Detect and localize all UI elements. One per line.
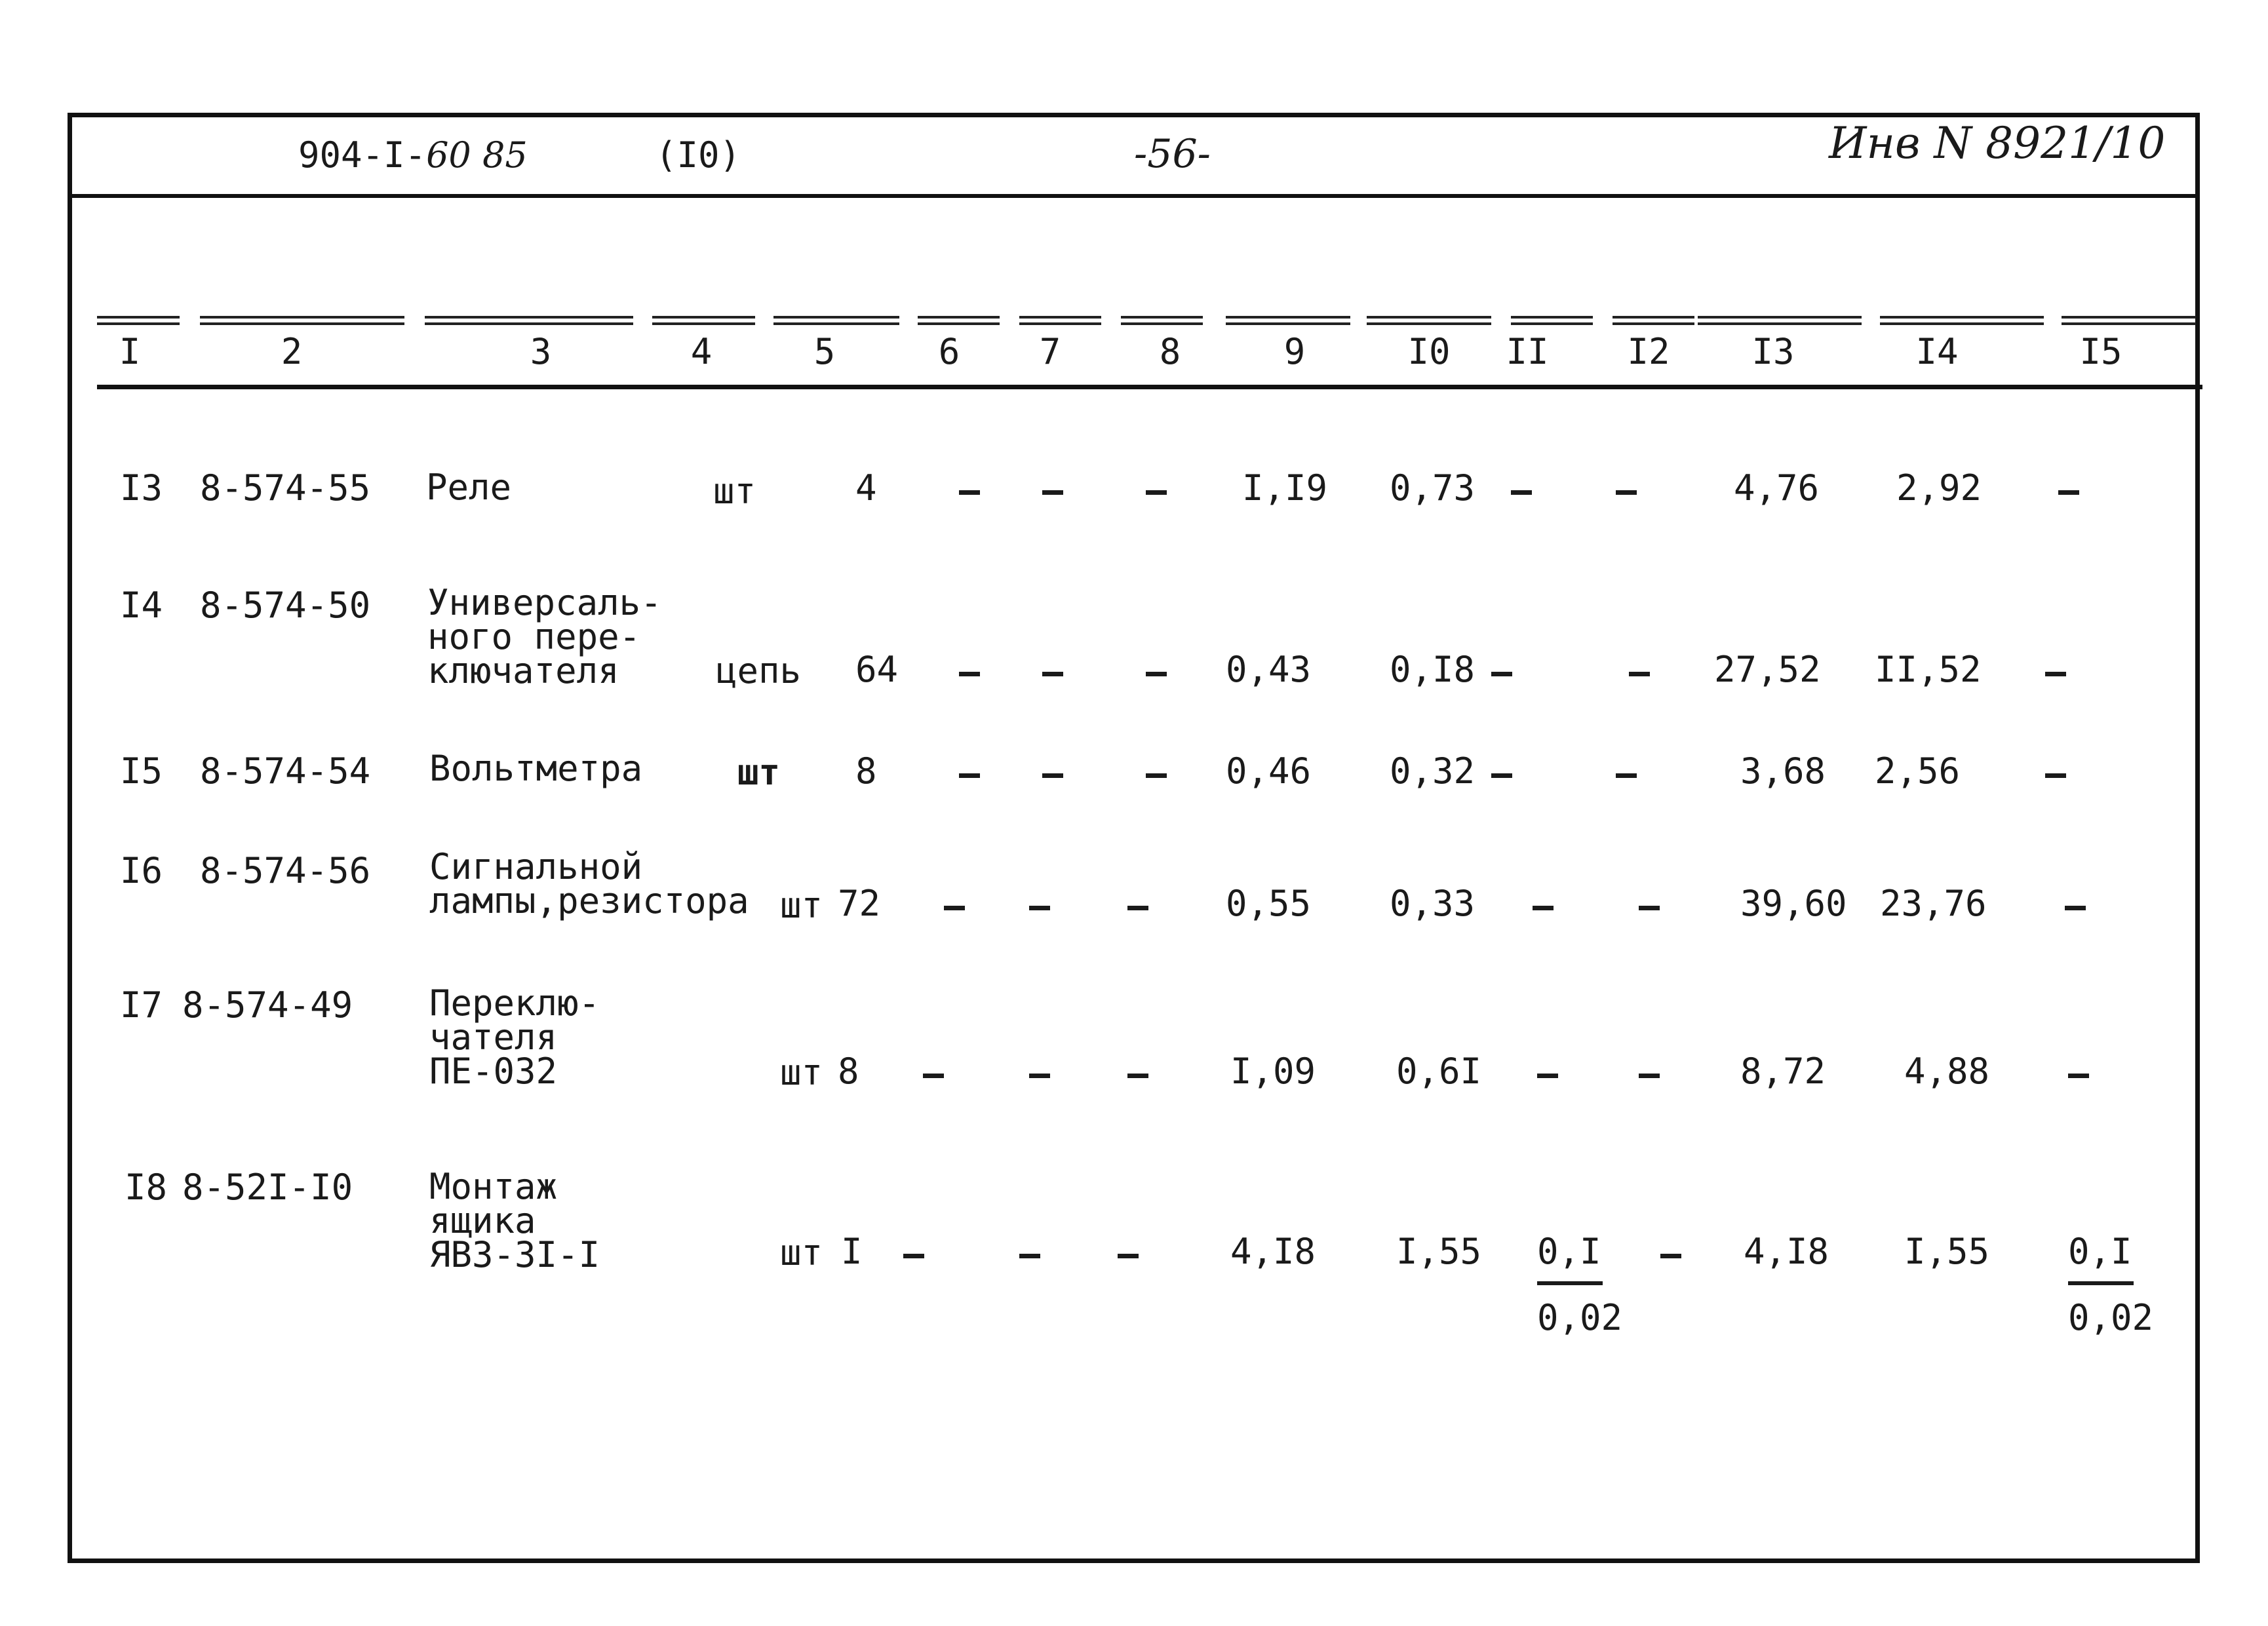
page-frame — [68, 113, 2200, 1563]
value-col-14: II,52 — [1875, 649, 1982, 690]
header-bottom-rule — [97, 385, 2202, 389]
value-col-10: 0,6I — [1396, 1051, 1482, 1092]
column-rule — [97, 316, 180, 325]
column-rule — [1367, 316, 1491, 325]
column-rule — [1880, 316, 2044, 325]
column-rule — [1511, 316, 1593, 325]
empty-dash — [1533, 906, 1554, 910]
empty-dash — [1629, 672, 1650, 676]
column-number: II — [1506, 331, 1549, 372]
empty-dash — [1127, 906, 1148, 910]
value-col-14: 2,56 — [1875, 750, 1961, 792]
norm-code: 8-574-50 — [200, 585, 371, 626]
column-rule — [1019, 316, 1101, 325]
column-number: 8 — [1159, 331, 1181, 372]
unit: шт — [713, 471, 756, 512]
column-number: 9 — [1283, 331, 1306, 372]
column-rule — [773, 316, 899, 325]
empty-dash — [1042, 773, 1063, 778]
empty-dash — [944, 906, 965, 910]
column-number: 2 — [281, 331, 303, 372]
work-name: Сигнальной лампы,резистора — [429, 846, 749, 921]
row-number: I6 — [120, 850, 163, 891]
page-number: -56- — [1134, 131, 1211, 177]
value-col-10: 0,73 — [1390, 467, 1476, 509]
column-number: 3 — [530, 331, 552, 372]
column-number: I3 — [1751, 331, 1795, 372]
fraction-denominator: 0,02 — [1537, 1297, 1623, 1338]
value-col-9: 0,43 — [1226, 649, 1312, 690]
value-col-14: 23,76 — [1880, 883, 1987, 924]
value-col-13: 27,52 — [1714, 649, 1821, 690]
work-name: Вольтметра — [429, 748, 643, 789]
column-number: I0 — [1407, 331, 1451, 372]
unit: шт — [780, 1052, 823, 1093]
value-col-13: 4,76 — [1734, 467, 1820, 509]
quantity: 8 — [855, 750, 877, 792]
quantity: I — [841, 1231, 863, 1272]
fraction-denominator: 0,02 — [2068, 1297, 2154, 1338]
column-number: I2 — [1627, 331, 1670, 372]
norm-code: 8-574-56 — [200, 850, 371, 891]
column-number: 4 — [690, 331, 713, 372]
column-rule — [2062, 316, 2196, 325]
unit: шт — [737, 752, 781, 793]
column-rule — [200, 316, 404, 325]
norm-code: 8-574-49 — [182, 984, 353, 1026]
norm-code: 8-574-55 — [200, 467, 371, 509]
column-number: I5 — [2079, 331, 2122, 372]
empty-dash — [1146, 773, 1167, 778]
empty-dash — [1127, 1074, 1148, 1078]
quantity: 72 — [838, 883, 881, 924]
value-col-9: 4,I8 — [1230, 1231, 1316, 1272]
value-col-10: I,55 — [1396, 1231, 1482, 1272]
empty-dash — [1491, 672, 1512, 676]
empty-dash — [1042, 490, 1063, 495]
unit: цепь — [716, 650, 802, 691]
row-number: I5 — [120, 750, 163, 792]
work-name: Универсаль- ного пере- ключателя — [427, 582, 662, 691]
value-col-9: 0,46 — [1226, 750, 1312, 792]
fraction-col-11 — [1537, 1231, 1622, 1338]
value-col-13: 4,I8 — [1744, 1231, 1829, 1272]
empty-dash — [959, 773, 980, 778]
empty-dash — [959, 672, 980, 676]
fraction-numerator: 0,I — [2068, 1231, 2132, 1272]
document-code-handwritten: 60 85 — [426, 134, 528, 176]
header-rule — [68, 194, 2200, 198]
norm-code: 8-52I-I0 — [182, 1167, 353, 1208]
column-number: I — [119, 331, 141, 372]
empty-dash — [1491, 773, 1512, 778]
norm-code: 8-574-54 — [200, 750, 371, 792]
value-col-14: I,55 — [1904, 1231, 1990, 1272]
empty-dash — [1616, 490, 1637, 495]
fraction-col-15 — [2068, 1231, 2160, 1338]
row-number: I3 — [120, 467, 163, 509]
album-number: (I0) — [655, 134, 741, 176]
value-col-10: 0,33 — [1390, 883, 1476, 924]
fraction-bar — [1537, 1281, 1603, 1285]
column-number: I4 — [1915, 331, 1959, 372]
value-col-9: I,09 — [1230, 1051, 1316, 1092]
column-rule — [652, 316, 755, 325]
empty-dash — [1029, 906, 1050, 910]
row-number: I4 — [120, 585, 163, 626]
value-col-9: 0,55 — [1226, 883, 1312, 924]
empty-dash — [1118, 1254, 1139, 1258]
value-col-13: 39,60 — [1740, 883, 1847, 924]
column-rule — [1613, 316, 1694, 325]
value-col-14: 4,88 — [1904, 1051, 1990, 1092]
empty-dash — [2065, 906, 2086, 910]
empty-dash — [959, 490, 980, 495]
empty-dash — [923, 1074, 944, 1078]
column-number: 6 — [938, 331, 960, 372]
quantity: 64 — [855, 649, 899, 690]
quantity: 8 — [838, 1051, 859, 1092]
inventory-number: Инв N 8921/10 — [1829, 118, 2166, 168]
empty-dash — [1019, 1254, 1040, 1258]
work-name: Переклю- чателя ПЕ-032 — [429, 982, 600, 1092]
column-rule — [425, 316, 633, 325]
empty-dash — [1537, 1074, 1558, 1078]
empty-dash — [1146, 672, 1167, 676]
empty-dash — [1639, 1074, 1660, 1078]
work-name: Реле — [426, 467, 512, 508]
unit: шт — [780, 885, 823, 926]
column-rule — [1226, 316, 1350, 325]
column-rule — [1121, 316, 1203, 325]
empty-dash — [1639, 906, 1660, 910]
document-code — [298, 134, 528, 176]
empty-dash — [1511, 490, 1532, 495]
document-code-prefix: 904-I- — [298, 134, 427, 176]
row-number: I7 — [120, 984, 163, 1026]
empty-dash — [1660, 1254, 1681, 1258]
empty-dash — [1042, 672, 1063, 676]
empty-dash — [2045, 672, 2066, 676]
value-col-9: I,I9 — [1242, 467, 1328, 509]
value-col-10: 0,32 — [1390, 750, 1476, 792]
empty-dash — [2068, 1074, 2089, 1078]
column-rule — [1698, 316, 1862, 325]
row-number: I8 — [125, 1167, 168, 1208]
value-col-10: 0,I8 — [1390, 649, 1476, 690]
quantity: 4 — [855, 467, 877, 509]
unit: шт — [780, 1232, 823, 1273]
value-col-13: 3,68 — [1740, 750, 1826, 792]
empty-dash — [2045, 773, 2066, 778]
column-number: 7 — [1039, 331, 1061, 372]
column-number: 5 — [813, 331, 836, 372]
empty-dash — [903, 1254, 924, 1258]
column-rule — [918, 316, 1000, 325]
empty-dash — [1616, 773, 1637, 778]
fraction-numerator: 0,I — [1537, 1231, 1601, 1272]
empty-dash — [1029, 1074, 1050, 1078]
fraction-bar — [2068, 1281, 2134, 1285]
value-col-13: 8,72 — [1740, 1051, 1826, 1092]
empty-dash — [1146, 490, 1167, 495]
value-col-14: 2,92 — [1896, 467, 1982, 509]
work-name: Монтаж ящика ЯВЗ-3I-I — [429, 1166, 600, 1275]
empty-dash — [2058, 490, 2079, 495]
